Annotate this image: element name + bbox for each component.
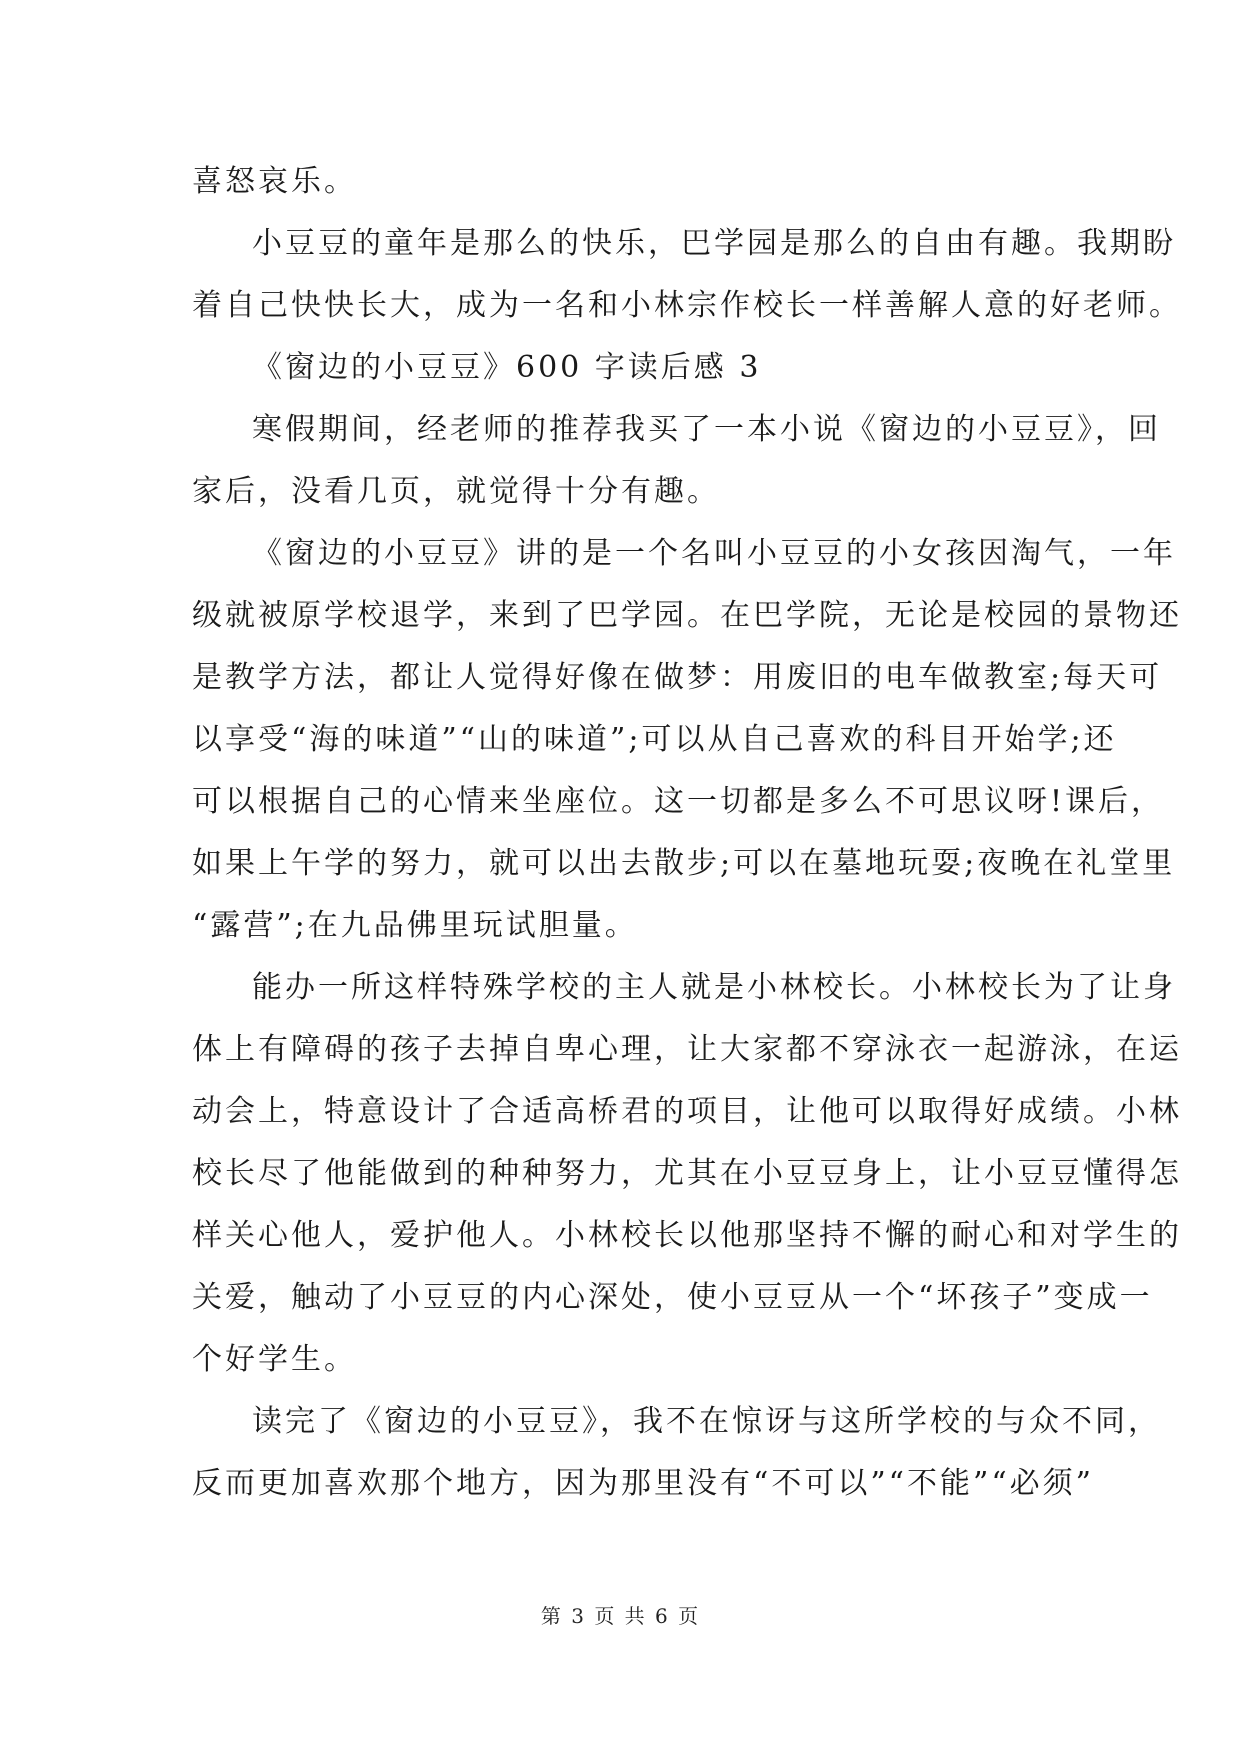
text-line: 《窗边的小豆豆》讲的是一个名叫小豆豆的小女孩因淘气，一年 <box>252 536 1176 571</box>
page-number-footer: 第 3 页 共 6 页 <box>540 1604 701 1628</box>
section-heading: 《窗边的小豆豆》600 字读后感 3 <box>252 350 762 385</box>
text-line: 反而更加喜欢那个地方，因为那里没有“不可以”“不能”“必须” <box>192 1466 1095 1501</box>
text-line: 关爱，触动了小豆豆的内心深处，使小豆豆从一个“坏孩子”变成一 <box>192 1280 1153 1315</box>
text-line: 样关心他人，爱护他人。小林校长以他那坚持不懈的耐心和对学生的 <box>192 1218 1182 1253</box>
text-line: 校长尽了他能做到的种种努力，尤其在小豆豆身上，让小豆豆懂得怎 <box>192 1156 1182 1191</box>
text-line: 级就被原学校退学，来到了巴学园。在巴学院，无论是校园的景物还 <box>192 598 1182 633</box>
text-line: 着自己快快长大，成为一名和小林宗作校长一样善解人意的好老师。 <box>192 288 1182 323</box>
text-line: 体上有障碍的孩子去掉自卑心理，让大家都不穿泳衣一起游泳，在运 <box>192 1032 1182 1067</box>
text-line: 可以根据自己的心情来坐座位。这一切都是多么不可思议呀!课后， <box>192 784 1165 819</box>
text-line: 家后，没看几页，就觉得十分有趣。 <box>192 474 720 509</box>
document-body <box>192 151 1182 1515</box>
text-line: “露营”;在九品佛里玩试胆量。 <box>192 908 638 943</box>
text-line: 能办一所这样特殊学校的主人就是小林校长。小林校长为了让身 <box>252 970 1176 1005</box>
text-line: 寒假期间，经老师的推荐我买了一本小说《窗边的小豆豆》，回 <box>252 412 1161 447</box>
text-line: 是教学方法，都让人觉得好像在做梦：用废旧的电车做教室;每天可 <box>192 660 1163 695</box>
text-line: 以享受“海的味道”“山的味道”;可以从自己喜欢的科目开始学;还 <box>192 722 1117 757</box>
text-line: 个好学生。 <box>192 1342 357 1377</box>
text-line: 小豆豆的童年是那么的快乐，巴学园是那么的自由有趣。我期盼 <box>252 226 1176 261</box>
text-line: 如果上午学的努力，就可以出去散步;可以在墓地玩耍;夜晚在礼堂里 <box>192 846 1176 881</box>
text-line: 读完了《窗边的小豆豆》，我不在惊讶与这所学校的与众不同， <box>252 1404 1161 1439</box>
text-line: 动会上，特意设计了合适高桥君的项目，让他可以取得好成绩。小林 <box>192 1094 1182 1129</box>
text-line: 喜怒哀乐。 <box>192 164 357 199</box>
